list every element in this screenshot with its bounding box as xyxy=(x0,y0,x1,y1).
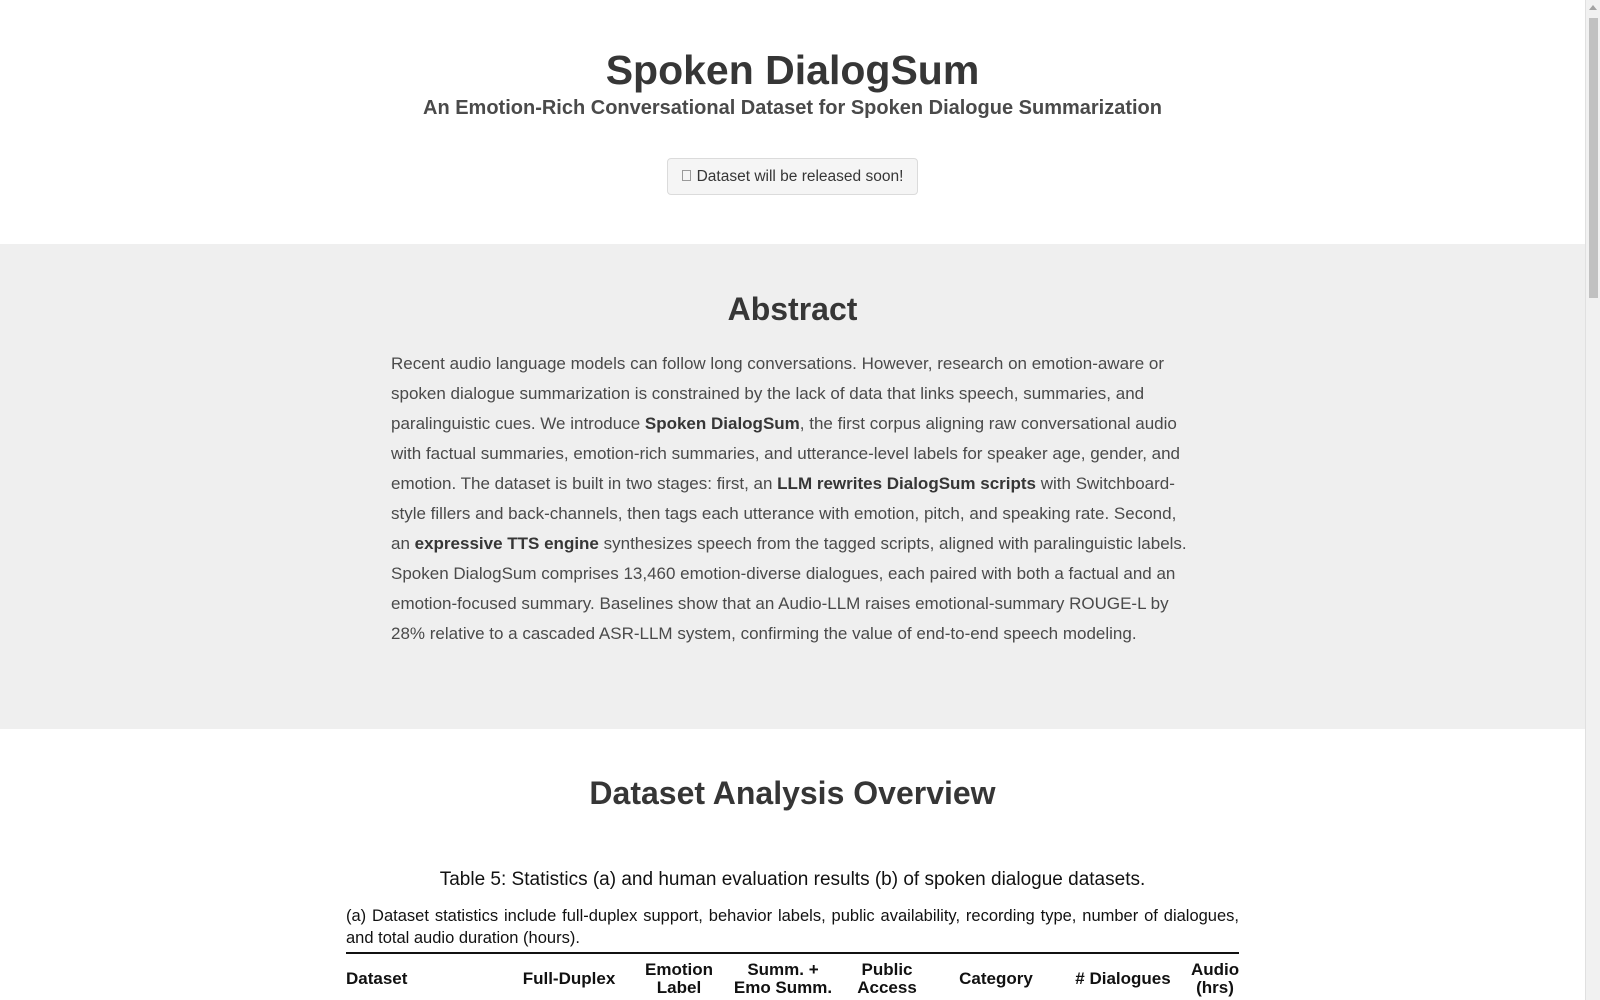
abstract-emphasis: LLM rewrites DialogSum scripts xyxy=(777,474,1037,493)
overview-section xyxy=(0,729,1585,1000)
column-header: Full-Duplex xyxy=(522,969,616,988)
release-badge[interactable] xyxy=(667,158,919,195)
hero-section xyxy=(0,0,1585,244)
stats-table xyxy=(346,958,1239,1000)
placeholder-glyph-icon xyxy=(682,170,691,181)
table-figure xyxy=(346,868,1239,1000)
column-header: # Dialogues xyxy=(1075,969,1171,988)
page-subtitle: An Emotion-Rich Conversational Dataset for Spoken Dialogue Summarization xyxy=(423,97,1162,119)
column-header: Summ. + Emo Summ. xyxy=(733,960,833,997)
table-header-row xyxy=(346,958,1239,1000)
scroll-up-arrow-icon[interactable] xyxy=(1589,5,1597,10)
column-header: Emotion Label xyxy=(645,960,713,997)
abstract-section xyxy=(0,244,1585,729)
abstract-emphasis: expressive TTS engine xyxy=(414,534,599,553)
abstract-heading: Abstract xyxy=(727,291,858,327)
table-top-rule xyxy=(346,952,1239,954)
abstract-text-part: with Switchboard-style fillers and back-channels, then tags each utterance with emotion, pitch, and speaking rate. Second, an xyxy=(391,474,1177,553)
abstract-text-part: , the first corpus aligning raw conversational audio with factual summaries, emotion-rich summaries, and utterance-level labels for speaker age, gender, and emotion. The dataset is built in two stages: first, an xyxy=(391,414,1180,493)
column-header: Dataset xyxy=(346,969,408,988)
release-badge-label: Dataset will be released soon! xyxy=(696,168,904,185)
abstract-text xyxy=(391,349,1194,649)
table-caption: Table 5: Statistics (a) and human evaluation results (b) of spoken dialogue datasets. xyxy=(439,869,1146,890)
scrollbar-thumb[interactable] xyxy=(1589,18,1598,298)
abstract-text-part: synthesizes speech from the tagged scripts, aligned with paralinguistic labels. Spoken DialogSum comprises 13,460 emotion-diverse dialogues, each paired with both a factual and an emotion-focused summary. Baselines show that an Audio-LLM raises emotional-summary ROUGE-L by 28% relative to a cascaded ASR-LLM system, confirming the value of end-to-end speech modeling. xyxy=(391,534,1187,643)
abstract-text-part: Recent audio language models can follow long conversations. However, research on emotion-aware or spoken dialogue summarization is constrained by the lack of data that links speech, summaries, and paralinguistic cues. We introduce xyxy=(391,354,1164,433)
overview-heading: Dataset Analysis Overview xyxy=(589,775,996,811)
page-scrollbar[interactable] xyxy=(1585,0,1600,1000)
column-header: Category xyxy=(959,969,1033,988)
table-subcaption: (a) Dataset statistics include full-duplex support, behavior labels, public availability, recording type, number of dialogues, and total audio duration (hours). xyxy=(346,907,1239,947)
page-title: Spoken DialogSum xyxy=(605,47,980,93)
column-header: Public Access xyxy=(857,960,917,997)
abstract-emphasis: Spoken DialogSum xyxy=(644,414,800,433)
column-header: Audio (hrs) xyxy=(1191,960,1240,997)
